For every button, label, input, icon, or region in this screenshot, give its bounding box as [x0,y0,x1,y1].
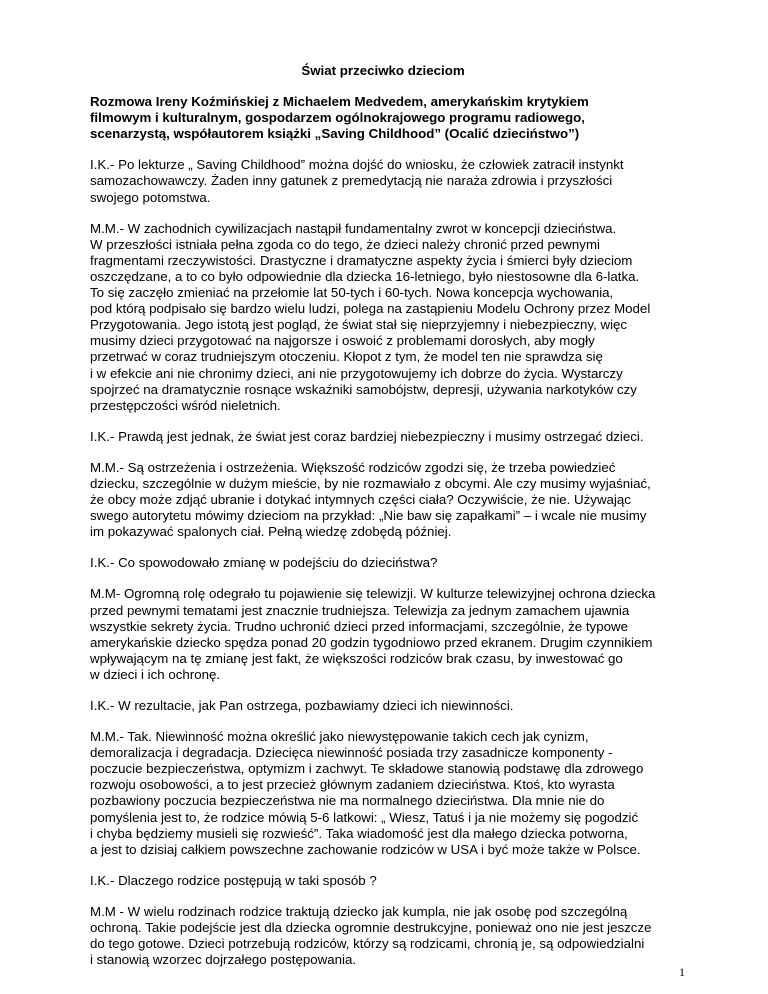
text-line: musimy dzieci przygotować na najgorsze i oswoić z problemami dorosłych, aby mogły [90,333,595,349]
text-line: spojrzeć na dramatycznie rosnące wskaźniki samobójstw, depresji, używania narkotyków czy [90,381,637,397]
article-subtitle [90,94,688,142]
text-line: oszczędzane, a to co było odpowiednie dla dziecka 16-letniego, było niestosowne dla 6-latka. [90,268,640,284]
text-line: w dzieci i ich ochronę. [90,666,221,682]
interview-paragraph [90,873,688,889]
text-line: ochroną. Takie podejście jest dla dziecka ogromnie destrukcyjne, ponieważ ono nie jest jeszcze [90,920,652,936]
page-number: 1 [679,965,685,979]
text-line: scenarzystą, współautorem książki „Saving Childhood” (Ocalić dzieciństwo”) [90,126,580,142]
text-line: I.K.- W rezultacie, jak Pan ostrzega, pozbawiamy dzieci ich niewinności. [90,698,514,713]
interview-body [90,157,688,968]
text-line: swego autorytetu mówimy dzieciom na przykład: „Nie baw się zapałkami” – i wcale nie musimy [90,508,647,524]
text-line: M.M- Ogromną rolę odegrało tu pojawienie się telewizji. W kulturze telewizyjnej ochrona dziecka [90,586,656,602]
text-line: filmowym i kulturalnym, gospodarzem ogólnokrajowego programu radiowego, [90,110,585,126]
text-line: i stanowią wzorzec dojrzałego postępowania. [90,952,357,968]
text-line: przestępczości wśród nieletnich. [90,397,281,413]
text-line: samozachowawczy. Żaden inny gatunek z premedytacją nie naraża zdrowia i przyszłości [90,173,613,189]
text-line: pozbawiony poczucia bezpieczeństwa nie ma normalnego dzieciństwa. Dla mnie nie do [90,793,605,809]
interview-paragraph [90,729,688,858]
text-line: To się zaczęło zmieniać na przełomie lat 50-tych i 60-tych. Nowa koncepcja wychowania, [90,285,614,301]
text-line: demoralizacja i degradacja. Dziecięca niewinność posiada trzy zasadnicze komponenty - [90,745,613,761]
text-line: M.M.- W zachodnich cywilizacjach nastąpił fundamentalny zwrot w koncepcji dzieciństwa. [90,220,617,236]
interview-paragraph [90,460,688,540]
interview-paragraph [90,157,688,205]
interview-paragraph [90,555,688,571]
text-line: przetrwać w coraz trudniejszym otoczeniu. Kłopot z tym, że model ten nie sprawdza się [90,349,603,365]
interview-paragraph [90,221,688,414]
text-line: i chyba będziemy musieli się rozwieść”. Taka wiadomość jest dla małego dziecka potworna, [90,825,628,841]
text-line: wszystkie sekrety życia. Trudno uchronić dzieci przed informacjami, szczególnie, że typowe [90,618,628,634]
text-line: wpływającym na tę zmianę jest fakt, że większości rodziców brak czasu, by inwestować go [90,650,623,666]
text-line: rozwoju osobowości, a to jest przecież głównym zadaniem dzieciństwa. Ktoś, kto wyrasta [90,777,615,793]
text-line: I.K.- Po lekturze „ Saving Childhood” można dojść do wniosku, że człowiek zatracił instynkt [90,157,624,173]
text-line: do tego gotowe. Dzieci potrzebują rodziców, którzy są rodzicami, chronią je, są odpowiedzialni [90,936,645,952]
text-line: poczucie bezpieczeństwa, optymizm i zachwyt. Te składowe stanowią podstawę dla zdrowego [90,761,644,777]
text-line: fragmentami rzeczywistości. Drastyczne i dramatyczne aspekty życia i śmierci były dzieciom [90,252,633,268]
text-line: im pokazywać spalonych ciał. Pełną wiedzę zdobędą później. [90,524,452,540]
article-title: Świat przeciwko dzieciom [301,63,465,78]
interview-paragraph [90,586,688,683]
text-line: a jest to dzisiaj całkiem powszechne zachowanie rodziców w USA i być może także w Polsce. [90,841,641,857]
interview-paragraph [90,698,688,714]
text-line: Przygotowania. Jego istotą jest pogląd, że świat stał się nieprzyjemny i niebezpieczny, więc [90,317,628,333]
text-line: W przeszłości istniała pełna zgoda co do tego, że dzieci należy chronić przed pewnymi [90,236,600,252]
text-line: I.K.- Dlaczego rodzice postępują w taki sposób ? [90,872,377,888]
text-line: swojego potomstwa. [90,189,211,205]
text-line: M.M.- Tak. Niewinność można określić jako niewystępowanie takich cech jak cynizm, [90,729,589,745]
text-line: I.K.- Co spowodowało zmianę w podejściu do dzieciństwa? [90,555,438,571]
document-content [90,63,688,983]
interview-paragraph [90,904,688,968]
text-line: amerykańskie dziecko spędza ponad 20 godzin tygodniowo przed ekranem. Drugim czynnikiem [90,634,653,650]
text-line: pod którą podpisało się bardzo wielu ludzi, polega na zastąpieniu Modelu Ochrony przez Model [90,301,651,317]
text-line: pomyślenia jest to, że rodzice mówią 5-6 latkowi: „ Wiesz, Tatuś i ja nie możemy się pogodzić [90,809,639,825]
text-line: M.M.- Są ostrzeżenia i ostrzeżenia. Większość rodziców zgodzi się, że trzeba powiedzieć [90,459,616,475]
interview-paragraph [90,429,688,445]
text-line: że obcy może zdjąć ubranie i dotykać intymnych części ciała? Oczywiście, że nie. Używając [90,492,631,508]
text-line: I.K.- Prawdą jest jednak, że świat jest coraz bardziej niebezpieczny i musimy ostrzegać dzieci. [90,428,644,444]
text-line: i w efekcie ani nie chronimy dzieci, ani nie przygotowujemy ich dobrze do życia. Wystarczy [90,365,623,381]
text-line: dziecku, szczególnie w dużym mieście, by nie rozmawiało z obcymi. Ale czy musimy wyjaśniać, [90,475,651,491]
text-line: M.M - W wielu rodzinach rodzice traktują dziecko jak kumpla, nie jak osobę pod szczególną [90,903,628,919]
text-line: Rozmowa Ireny Koźmińskiej z Michaelem Medvedem, amerykańskim krytykiem [90,94,589,110]
text-line: przed pewnymi tematami jest znacznie trudniejsza. Telewizja za jednym zamachem ujawnia [90,602,630,618]
